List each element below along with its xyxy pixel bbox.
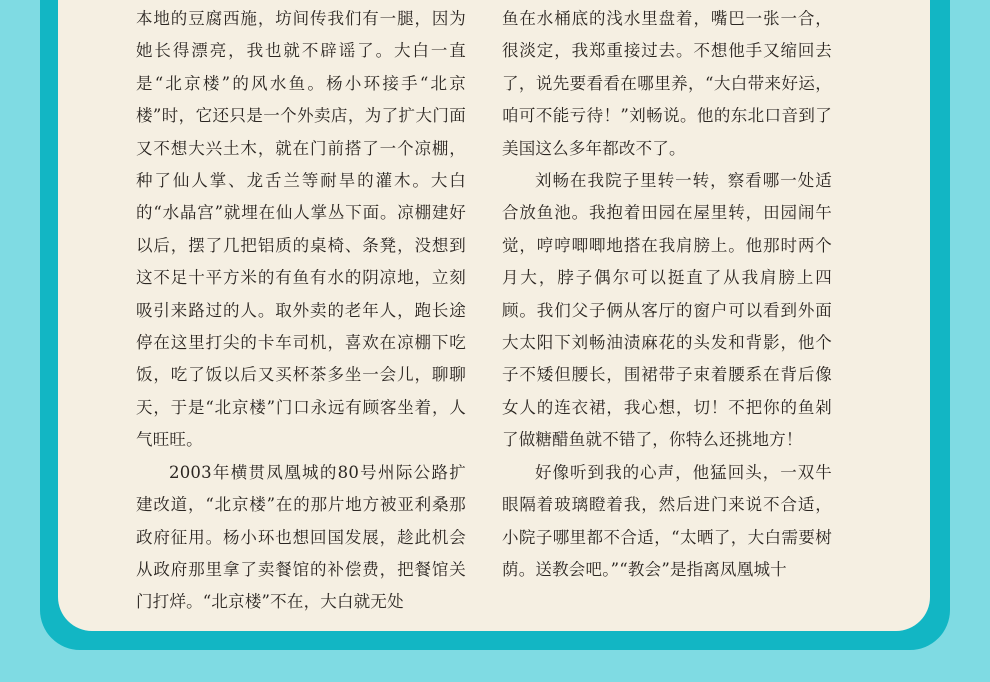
right-paragraph-2: 刘畅在我院子里转一转，察看哪一处适合放鱼池。我抱着田园在屋里转，田园闹午觉，哼哼唧唧地搭在我肩膀上。他那时两个月大，脖子偶尔可以挺直了从我肩膀上四顾。我们父子俩从客厅的窗户可以看到外面大太阳下刘畅油渍麻花的头发和背影，他个子不矮但腰长，围裙带子束着腰系在背后像女人的连衣裙，我心想，切！不把你的鱼剁了做糖醋鱼就不错了，你特么还挑地方！ [502, 171, 832, 450]
left-paragraph-2: 2003年横贯凤凰城的80号州际公路扩建改道，“北京楼”在的那片地方被亚利桑那政府征用。杨小环也想回国发展，趁此机会从政府那里拿了卖餐馆的补偿费，把餐馆关门打烊。“北京楼”不在，大白就无处 [136, 462, 466, 612]
right-paragraph-3: 好像听到我的心声，他猛回头，一双牛眼隔着玻璃瞪着我，然后进门来说不合适，小院子哪里都不合适，“太晒了，大白需要树荫。送教会吧。”“教会”是指离凤凰城十 [502, 462, 832, 579]
left-text-column [136, 3, 466, 619]
right-text-column [502, 3, 832, 586]
right-paragraph-1: 鱼在水桶底的浅水里盘着，嘴巴一张一合，很淡定，我郑重接过去。不想他手又缩回去了，说先要看看在哪里养，“大白带来好运，咱可不能亏待！”刘畅说。他的东北口音到了美国这么多年都改不了。 [502, 9, 832, 158]
left-paragraph-1: 本地的豆腐西施，坊间传我们有一腿，因为她长得漂亮，我也就不辟谣了。大白一直是“北京楼”的风水鱼。杨小环接手“北京楼”时，它还只是一个外卖店，为了扩大门面又不想大兴土木，就在门前搭了一个凉棚，种了仙人掌、龙舌兰等耐旱的灌木。大白的“水晶宫”就埋在仙人掌丛下面。凉棚建好以后，摆了几把铝质的桌椅、条凳，没想到这不足十平方米的有鱼有水的阴凉地，立刻吸引来路过的人。取外卖的老年人，跑长途停在这里打尖的卡车司机，喜欢在凉棚下吃饭，吃了饭以后又买杯茶多坐一会儿，聊聊天，于是“北京楼”门口永远有顾客坐着，人气旺旺。 [136, 9, 466, 450]
